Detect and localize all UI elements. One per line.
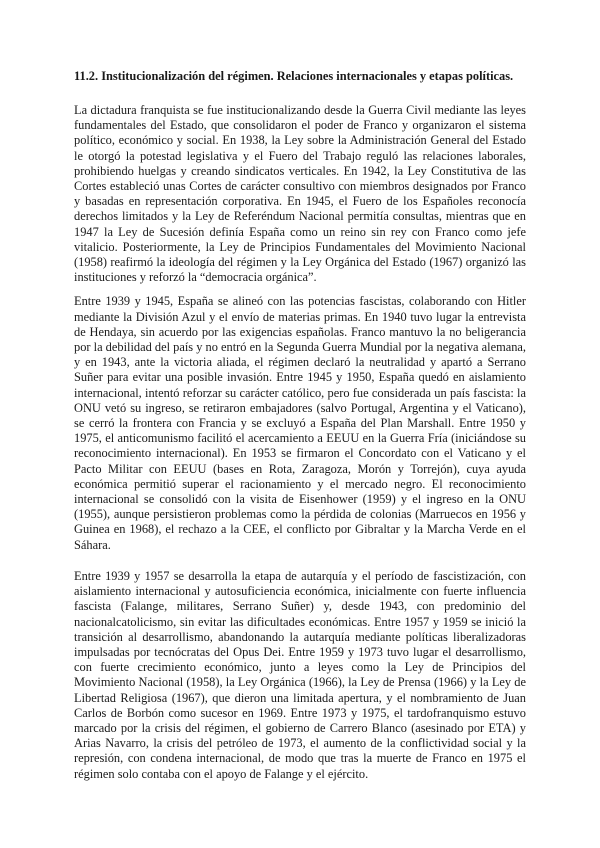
section-heading: 11.2. Institucionalización del régimen. Relaciones internacionales y etapas políticas.: [74, 69, 514, 83]
paragraph-relaciones-internacionales: Entre 1939 y 1945, España se alineó con las potencias fascistas, colaborando con Hitler mediante la División Azul y el envío de materias primas. En 1940 tuvo lugar la entrevista de Hendaya, sin acuerdo por las exigencias españolas. Franco mantuvo la no beligerancia por la debilidad del país y no entró en la Segunda Guerra Mundial por la negativa alemana, y en 1943, ante la victoria aliada, el régimen declaró la neutralidad y apartó a Serrano Suñer para evitar una posible invasión. Entre 1945 y 1950, España quedó en aislamiento internacional, intentó reforzar su carácter católico, pero fue considerada un país fascista: la ONU vetó su ingreso, se retiraron embajadores (salvo Portugal, Argentina y el Vaticano), se cerró la frontera con Francia y se excluyó a España del Plan Marshall. Entre 1950 y 1975, el anticomunismo facilitó el acercamiento a EEUU en la Guerra Fría (iniciándose su reconocimiento internacional). En 1953 se firmaron el Concordato con el Vaticano y el Pacto Militar con EEUU (bases en Rota, Zaragoza, Morón y Torrejón), cuya ayuda económica permitió superar el racionamiento y el mercado negro. El reconocimiento internacional se consolidó con la visita de Eisenhower (1959) y el ingreso en la ONU (1955), aunque persistieron problemas como la pérdida de colonias (Marruecos en 1956 y Guinea en 1968), el rechazo a la CEE, el conflicto por Gibraltar y la Marcha Verde en el Sáhara.: [74, 294, 526, 552]
paragraph-etapas-politicas: Entre 1939 y 1957 se desarrolla la etapa de autarquía y el período de fascistización, con aislamiento internacional y autosuficiencia económica, inicialmente con fuerte influencia fascista (Falange, militares, Serrano Suñer) y, desde 1943, con predominio del nacionalcatolicismo, sin evitar las dificultades económicas. Entre 1957 y 1959 se inició la transición al desarrollismo, abandonando la autarquía mediante políticas liberalizadoras impulsadas por tecnócratas del Opus Dei. Entre 1959 y 1973 tuvo lugar el desarrollismo, con fuerte crecimiento económico, junto a leyes como la Ley de Principios del Movimiento Nacional (1958), la Ley Orgánica (1966), la Ley de Prensa (1966) y la Ley de Libertad Religiosa (1967), que dieron una limitada apertura, y el nombramiento de Juan Carlos de Borbón como sucesor en 1969. Entre 1973 y 1975, el tardofranquismo estuvo marcado por la crisis del régimen, el gobierno de Carrero Blanco (asesinado por ETA) y Arias Navarro, la crisis del petróleo de 1973, el aumento de la conflictividad social y la represión, con condena internacional, de modo que tras la muerte de Franco en 1975 el régimen solo contaba con el apoyo de Falange y el ejército.: [74, 568, 526, 781]
document-page: [74, 68, 526, 791]
paragraph-institucionalizacion: La dictadura franquista se fue institucionalizando desde la Guerra Civil mediante las leyes fundamentales del Estado, que consolidaron el poder de Franco y organizaron el sistema político, económico y social. En 1938, la Ley sobre la Administración General del Estado le otorgó la potestad legislativa y el Fuero del Trabajo reguló las relaciones laborales, prohibiendo huelgas y creando sindicatos verticales. En 1942, la Ley Constitutiva de las Cortes estableció unas Cortes de carácter consultivo con miembros designados por Franco y basadas en representación corporativa. En 1945, el Fuero de los Españoles reconocía derechos limitados y la Ley de Referéndum Nacional permitía consultas, mientras que en 1947 la Ley de Sucesión definía España como un reino sin rey con Franco como jefe vitalicio. Posteriormente, la Ley de Principios Fundamentales del Movimiento Nacional (1958) reafirmó la ideología del régimen y la Ley Orgánica del Estado (1967) organizó las instituciones y reforzó la “democracia orgánica”.: [74, 103, 526, 285]
